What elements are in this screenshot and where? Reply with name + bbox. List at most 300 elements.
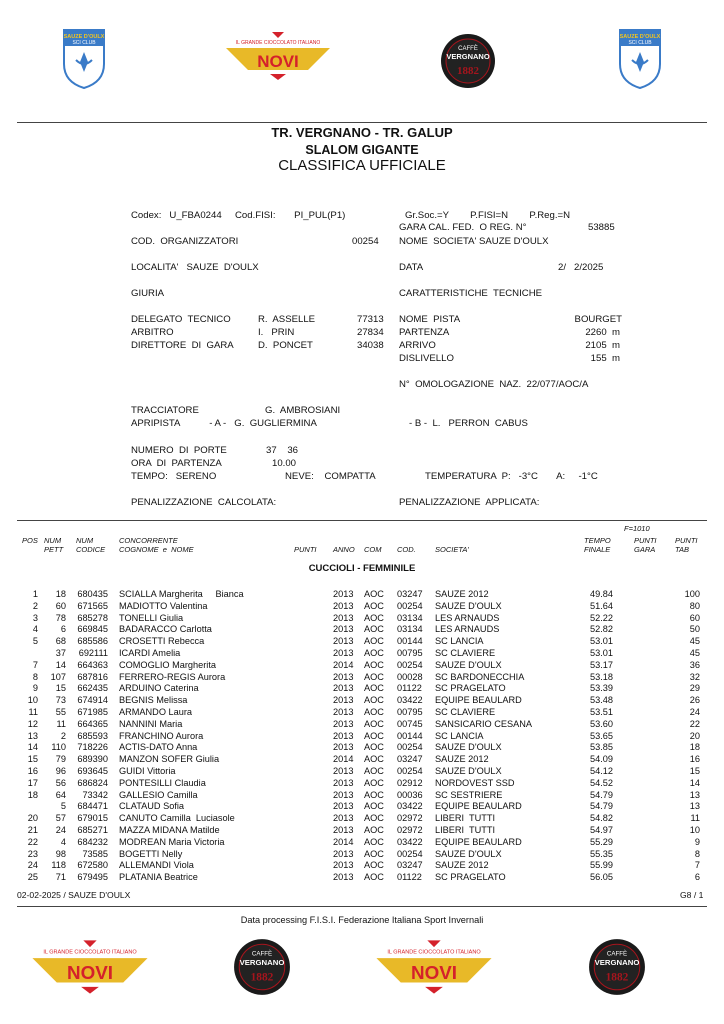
svg-text:NOVI: NOVI — [257, 52, 299, 71]
row-pett: 56 — [55, 777, 66, 788]
arrivo-value: 2105 m — [585, 340, 620, 351]
row-nome: CANUTO Camilla Luciasole — [119, 813, 235, 824]
row-punti-tab: 45 — [689, 636, 700, 647]
row-com: AOC — [364, 707, 384, 717]
novi-logo-bottom-right — [372, 938, 496, 996]
row-codice: 664363 — [77, 659, 108, 670]
row-pett: 71 — [55, 872, 66, 883]
row-com: AOC — [364, 789, 384, 800]
row-punti-tab: 22 — [689, 718, 700, 729]
row-com: AOC — [364, 730, 384, 741]
row-punti-tab: 16 — [689, 754, 700, 765]
row-com: AOC — [364, 872, 384, 883]
row-pos: 8 — [32, 671, 38, 682]
row-pos: 7 — [32, 659, 38, 670]
cod-org-number: 00254 — [352, 236, 379, 247]
row-codice: 679495 — [77, 872, 108, 883]
row-cod: 00144 — [397, 730, 423, 741]
row-tempo: 55.99 — [590, 860, 613, 871]
row-punti-tab: 50 — [689, 624, 700, 635]
row-societa: SANSICARIO CESANA — [435, 718, 533, 729]
row-codice: 718226 — [77, 742, 108, 753]
row-tempo: 56.05 — [590, 872, 613, 883]
row-pett: 79 — [55, 754, 66, 765]
table-row — [0, 588, 724, 600]
row-pos: 20 — [27, 813, 38, 824]
row-com: AOC — [364, 683, 384, 694]
row-nome: MODREAN Maria Victoria — [119, 836, 225, 847]
row-tempo: 54.97 — [590, 825, 613, 835]
temperatura: TEMPERATURA P: -3°C A: -1°C — [425, 471, 598, 482]
row-punti-tab: 10 — [689, 825, 700, 835]
row-pos: 12 — [27, 718, 38, 729]
row-pett: 110 — [51, 742, 66, 753]
footer-page: G8 / 1 — [680, 890, 704, 900]
row-pos: 23 — [27, 848, 38, 859]
table-row — [0, 765, 724, 777]
row-cod: 00144 — [397, 636, 423, 647]
row-cod: 00254 — [397, 742, 423, 753]
row-societa: EQUIPE BEAULARD — [435, 801, 522, 812]
row-cod: 00036 — [397, 789, 423, 800]
row-cod: 03247 — [397, 589, 423, 599]
arbitro-code: 27834 — [357, 327, 384, 338]
delegato-label: DELEGATO TECNICO — [131, 314, 231, 325]
cod-org-label: COD. ORGANIZZATORI — [131, 236, 239, 247]
row-cod: 03422 — [397, 695, 423, 706]
row-anno: 2013 — [333, 742, 354, 753]
row-pos: 2 — [32, 600, 38, 611]
table-row — [0, 647, 724, 659]
footer-divider — [17, 906, 707, 907]
row-punti-tab: 45 — [689, 648, 700, 658]
novi-logo-bottom-left — [28, 938, 152, 996]
row-punti-tab: 9 — [694, 836, 700, 847]
row-nome: ARDUINO Caterina — [119, 683, 199, 694]
row-anno: 2013 — [333, 801, 354, 812]
row-pett: 68 — [55, 636, 66, 647]
delegato-name: R. ASSELLE — [258, 314, 316, 325]
row-pett: 4 — [60, 836, 66, 847]
row-tempo: 53.51 — [590, 707, 613, 717]
row-pett: 11 — [56, 718, 66, 729]
row-codice: 671985 — [77, 707, 108, 717]
row-anno: 2013 — [333, 860, 354, 871]
row-pett: 55 — [55, 707, 66, 717]
row-pett: 37 — [55, 648, 66, 658]
header-num-codice: NUM CODICE — [76, 536, 106, 554]
row-nome: COMOGLIO Margherita — [119, 659, 217, 670]
row-nome: ARMANDO Laura — [119, 707, 193, 717]
row-punti-tab: 60 — [689, 612, 700, 623]
row-pos: 14 — [27, 742, 38, 753]
row-anno: 2013 — [333, 825, 354, 835]
caffe-vergnano-logo-bottom-right — [588, 937, 646, 997]
table-row — [0, 777, 724, 789]
row-pos: 5 — [32, 636, 38, 647]
novi-logo-top — [222, 30, 334, 82]
row-pett: 15 — [55, 683, 66, 694]
row-codice: 73342 — [82, 789, 108, 800]
category-title: CUCCIOLI - FEMMINILE — [308, 563, 416, 574]
row-punti-tab: 18 — [689, 742, 700, 753]
row-societa: EQUIPE BEAULARD — [435, 836, 522, 847]
header-punti-tab: PUNTI TAB — [675, 536, 698, 554]
row-societa: SC LANCIA — [435, 730, 484, 741]
svg-text:NOVI: NOVI — [66, 962, 113, 984]
row-pos: 15 — [27, 754, 38, 765]
table-row — [0, 659, 724, 671]
svg-text:SAUZE D'OULX: SAUZE D'OULX — [619, 34, 661, 40]
row-nome: ACTIS-DATO Anna — [119, 742, 198, 753]
row-punti-tab: 29 — [689, 683, 700, 694]
row-cod: 00028 — [397, 671, 423, 682]
row-anno: 2013 — [333, 600, 354, 611]
row-pett: 14 — [55, 659, 66, 670]
row-anno: 2013 — [333, 648, 354, 658]
apripista-b: - B - L. PERRON CABUS — [409, 418, 528, 429]
row-nome: GUIDI Vittoria — [119, 766, 176, 776]
row-tempo: 52.82 — [590, 624, 613, 635]
gr-soc-line: Gr.Soc.=Y P.FISI=N P.Reg.=N — [405, 210, 571, 221]
header-anno: ANNO — [333, 545, 355, 554]
tracciatore-label: TRACCIATORE — [131, 405, 199, 416]
svg-text:NOVI: NOVI — [411, 962, 457, 984]
row-com: AOC — [364, 766, 384, 776]
row-com: AOC — [364, 600, 384, 611]
table-top-divider — [17, 520, 707, 521]
row-societa: SAUZE 2012 — [435, 860, 489, 871]
row-pett: 18 — [55, 589, 66, 599]
row-nome: ALLEMANDI Viola — [119, 860, 194, 871]
row-cod: 03134 — [397, 624, 423, 635]
header-cod: COD. — [397, 545, 416, 554]
direttore-name: D. PONCET — [258, 340, 313, 351]
header-f-factor: F=1010 — [624, 524, 650, 533]
row-codice: 679015 — [77, 813, 108, 824]
row-punti-tab: 14 — [689, 777, 700, 788]
numero-porte-value: 37 36 — [266, 445, 299, 456]
numero-porte-label: NUMERO DI PORTE — [131, 445, 227, 456]
row-tempo: 53.18 — [590, 671, 613, 682]
direttore-code: 34038 — [357, 340, 384, 351]
row-pett: 64 — [55, 789, 66, 800]
header-pos: POS — [22, 536, 38, 545]
row-cod: 03422 — [397, 836, 423, 847]
row-nome: MAZZA MIDANA Matilde — [119, 825, 220, 835]
row-nome: ICARDI Amelia — [119, 648, 181, 658]
svg-text:VERGNANO: VERGNANO — [594, 957, 640, 967]
row-tempo: 53.17 — [590, 659, 613, 670]
table-row — [0, 694, 724, 706]
row-com: AOC — [364, 659, 384, 670]
svg-text:1882: 1882 — [250, 971, 274, 984]
dislivello-value: 155 m — [590, 353, 620, 364]
row-anno: 2013 — [333, 671, 354, 682]
row-com: AOC — [364, 612, 384, 623]
row-anno: 2014 — [333, 659, 354, 670]
row-tempo: 54.79 — [590, 789, 613, 800]
svg-text:IL GRANDE CIOCCOLATO ITALIANO: IL GRANDE CIOCCOLATO ITALIANO — [387, 949, 481, 956]
svg-text:SCI CLUB: SCI CLUB — [628, 40, 652, 46]
row-nome: GALLESIO Camilla — [119, 789, 198, 800]
row-anno: 2013 — [333, 730, 354, 741]
table-row — [0, 718, 724, 730]
row-punti-tab: 8 — [694, 848, 700, 859]
row-pett: 5 — [60, 801, 66, 812]
row-cod: 03422 — [397, 801, 423, 812]
row-nome: TONELLI Giulia — [119, 612, 184, 623]
table-row — [0, 706, 724, 718]
row-pett: 6 — [60, 624, 66, 635]
row-tempo: 51.64 — [590, 600, 613, 611]
row-pett: 73 — [55, 695, 66, 706]
row-com: AOC — [364, 848, 384, 859]
row-punti-tab: 80 — [689, 600, 700, 611]
row-com: AOC — [364, 836, 384, 847]
row-cod: 00254 — [397, 659, 423, 670]
row-pett: 96 — [55, 766, 66, 776]
row-tempo: 54.82 — [590, 813, 613, 824]
row-cod: 00745 — [397, 718, 423, 729]
row-punti-tab: 100 — [684, 589, 700, 599]
gara-cal-number: 53885 — [588, 222, 615, 233]
row-pos: 25 — [27, 872, 38, 883]
row-tempo: 54.79 — [590, 801, 613, 812]
row-nome: BEGNIS Melissa — [119, 695, 188, 706]
direttore-label: DIRETTORE DI GARA — [131, 340, 234, 351]
row-codice: 692111 — [78, 648, 108, 658]
table-row — [0, 600, 724, 612]
nome-pista-label: NOME PISTA — [399, 314, 461, 325]
table-row — [0, 789, 724, 801]
row-anno: 2013 — [333, 813, 354, 824]
row-anno: 2013 — [333, 777, 354, 788]
row-pett: 2 — [60, 730, 66, 741]
row-pos: 22 — [27, 836, 38, 847]
neve: NEVE: COMPATTA — [285, 471, 376, 482]
header-tempo-finale: TEMPO FINALE — [584, 536, 611, 554]
row-tempo: 53.39 — [590, 683, 613, 694]
row-punti-tab: 11 — [690, 813, 700, 824]
row-tempo: 54.52 — [590, 777, 613, 788]
row-nome: BOGETTI Nelly — [119, 848, 183, 859]
table-row — [0, 671, 724, 683]
row-cod: 02972 — [397, 825, 423, 835]
club-logo-right — [618, 28, 662, 90]
partenza-label: PARTENZA — [399, 327, 450, 338]
table-row — [0, 836, 724, 848]
row-pos: 10 — [27, 695, 38, 706]
partenza-value: 2260 m — [585, 327, 620, 338]
svg-text:CAFFÈ: CAFFÈ — [251, 950, 273, 958]
row-societa: SC LANCIA — [435, 636, 484, 647]
data-value: 2/ 2/2025 — [558, 262, 604, 273]
race-title: TR. VERGNANO - TR. GALUP — [271, 125, 453, 140]
nome-pista-value: BOURGET — [574, 314, 622, 325]
svg-text:VERGNANO: VERGNANO — [446, 52, 490, 61]
row-anno: 2013 — [333, 789, 354, 800]
table-row — [0, 848, 724, 860]
row-codice: 687816 — [77, 671, 108, 682]
row-anno: 2013 — [333, 683, 354, 694]
row-anno: 2013 — [333, 612, 354, 623]
ora-partenza-value: 10.00 — [272, 458, 297, 469]
table-row — [0, 753, 724, 765]
row-societa: LES ARNAUDS — [435, 612, 500, 623]
row-tempo: 53.01 — [590, 648, 613, 658]
ora-partenza-label: ORA DI PARTENZA — [131, 458, 222, 469]
row-com: AOC — [364, 695, 384, 706]
row-nome: BADARACCO Carlotta — [119, 624, 212, 635]
row-codice: 685586 — [77, 636, 108, 647]
row-nome: MADIOTTO Valentina — [119, 600, 208, 611]
club-logo-left — [62, 28, 106, 90]
row-com: AOC — [364, 801, 384, 812]
data-processing: Data processing F.I.S.I. Federazione Italiana Sport Invernali — [240, 915, 484, 925]
row-pos: 16 — [27, 766, 38, 776]
row-pett: 78 — [55, 612, 66, 623]
svg-text:CAFFÈ: CAFFÈ — [458, 46, 478, 52]
row-punti-tab: 7 — [694, 860, 700, 871]
row-tempo: 53.01 — [590, 636, 613, 647]
row-com: AOC — [364, 754, 384, 765]
row-societa: LES ARNAUDS — [435, 624, 500, 635]
svg-text:1882: 1882 — [605, 971, 629, 984]
row-cod: 03134 — [397, 612, 423, 623]
row-com: AOC — [364, 671, 384, 682]
row-societa: SAUZE D'OULX — [435, 848, 502, 859]
data-label: DATA — [399, 262, 424, 273]
table-row — [0, 812, 724, 824]
row-anno: 2013 — [333, 589, 354, 599]
row-codice: 671565 — [77, 600, 108, 611]
row-nome: SCIALLA Margherita Bianca — [119, 589, 244, 599]
row-nome: PLATANIA Beatrice — [119, 872, 198, 883]
row-codice: 685278 — [77, 612, 108, 623]
row-codice: 662435 — [77, 683, 108, 694]
dislivello-label: DISLIVELLO — [399, 353, 454, 364]
table-row — [0, 871, 724, 883]
svg-text:CAFFÈ: CAFFÈ — [606, 950, 628, 958]
row-com: AOC — [364, 636, 384, 647]
row-anno: 2013 — [333, 766, 354, 776]
table-row — [0, 800, 724, 812]
discipline-title: SLALOM GIGANTE — [305, 143, 419, 157]
row-societa: SAUZE 2012 — [435, 754, 489, 765]
row-nome: CROSETTI Rebecca — [119, 636, 205, 647]
row-cod: 02912 — [397, 777, 423, 788]
row-tempo: 53.48 — [590, 695, 613, 706]
codex-line: Codex: U_FBA0244 Cod.FISI: PI_PUL(P1) — [131, 210, 346, 221]
apripista-a: APRIPISTA - A - G. GUGLIERMINA — [131, 418, 317, 429]
row-pett: 98 — [55, 848, 66, 859]
row-codice: 680435 — [77, 589, 108, 599]
row-codice: 685593 — [77, 730, 108, 741]
row-societa: SAUZE D'OULX — [435, 600, 502, 611]
row-nome: PONTESILLI Claudia — [119, 777, 206, 788]
row-cod: 00254 — [397, 848, 423, 859]
row-tempo: 53.60 — [590, 718, 613, 729]
row-societa: SAUZE D'OULX — [435, 659, 502, 670]
svg-text:IL GRANDE CIOCCOLATO ITALIANO: IL GRANDE CIOCCOLATO ITALIANO — [43, 949, 137, 956]
table-row — [0, 859, 724, 871]
row-codice: 685271 — [77, 825, 108, 835]
row-com: AOC — [364, 624, 384, 635]
row-societa: LIBERI TUTTI — [435, 825, 496, 835]
row-cod: 01122 — [397, 872, 422, 883]
row-nome: FERRERO-REGIS Aurora — [119, 671, 226, 682]
row-pos: 4 — [32, 624, 38, 635]
delegato-code: 77313 — [357, 314, 384, 325]
row-com: AOC — [364, 860, 384, 871]
row-pos: 17 — [27, 777, 38, 788]
omologazione: N° OMOLOGAZIONE NAZ. 22/077/AOC/A — [399, 379, 589, 390]
row-anno: 2013 — [333, 624, 354, 635]
penalizzazione-calcolata: PENALIZZAZIONE CALCOLATA: — [131, 497, 277, 508]
row-anno: 2013 — [333, 848, 354, 859]
table-row — [0, 730, 724, 742]
svg-text:SAUZE D'OULX: SAUZE D'OULX — [63, 34, 105, 40]
row-anno: 2013 — [333, 872, 354, 883]
table-row — [0, 612, 724, 624]
row-nome: NANNINI Maria — [119, 718, 183, 729]
row-tempo: 49.84 — [590, 589, 613, 599]
row-com: AOC — [364, 813, 384, 824]
row-nome: MANZON SOFER Giulia — [119, 754, 220, 765]
caffe-vergnano-logo-bottom-left — [233, 937, 291, 997]
tracciatore-name: G. AMBROSIANI — [265, 405, 341, 416]
row-societa: SC CLAVIERE — [435, 648, 496, 658]
caratteristiche-label: CARATTERISTICHE TECNICHE — [399, 288, 543, 299]
row-cod: 00795 — [397, 648, 423, 658]
row-tempo: 54.12 — [590, 766, 613, 776]
row-cod: 02972 — [397, 813, 423, 824]
row-punti-tab: 13 — [689, 801, 700, 812]
row-tempo: 53.65 — [590, 730, 613, 741]
svg-text:SCI CLUB: SCI CLUB — [72, 40, 96, 46]
row-punti-tab: 20 — [689, 730, 700, 741]
arbitro-label: ARBITRO — [131, 327, 174, 338]
row-pett: 57 — [55, 813, 66, 824]
row-codice: 686824 — [77, 777, 108, 788]
caffe-vergnano-logo-top — [440, 32, 496, 90]
row-pos: 1 — [32, 589, 38, 599]
row-cod: 01122 — [397, 683, 422, 694]
row-punti-tab: 6 — [694, 872, 700, 883]
row-com: AOC — [364, 589, 384, 599]
row-anno: 2013 — [333, 718, 354, 729]
svg-text:VERGNANO: VERGNANO — [239, 957, 285, 967]
header-num-pett: NUM PETT — [44, 536, 64, 554]
row-societa: EQUIPE BEAULARD — [435, 695, 522, 706]
row-codice: 674914 — [77, 695, 108, 706]
row-punti-tab: 26 — [689, 695, 700, 706]
table-row — [0, 623, 724, 635]
header-concorrente: CONCORRENTE COGNOME e NOME — [119, 536, 194, 554]
gara-cal-label: GARA CAL. FED. O REG. N° — [399, 222, 527, 233]
svg-text:1882: 1882 — [457, 65, 479, 77]
row-societa: SC PRAGELATO — [435, 872, 506, 883]
arbitro-name: I. PRIN — [258, 327, 295, 338]
row-tempo: 53.85 — [590, 742, 613, 753]
row-societa: SC PRAGELATO — [435, 683, 506, 694]
row-pett: 118 — [51, 860, 66, 871]
row-cod: 00254 — [397, 766, 423, 776]
row-codice: 689390 — [77, 754, 108, 765]
giuria-label: GIURIA — [131, 288, 165, 299]
row-cod: 03247 — [397, 754, 423, 765]
